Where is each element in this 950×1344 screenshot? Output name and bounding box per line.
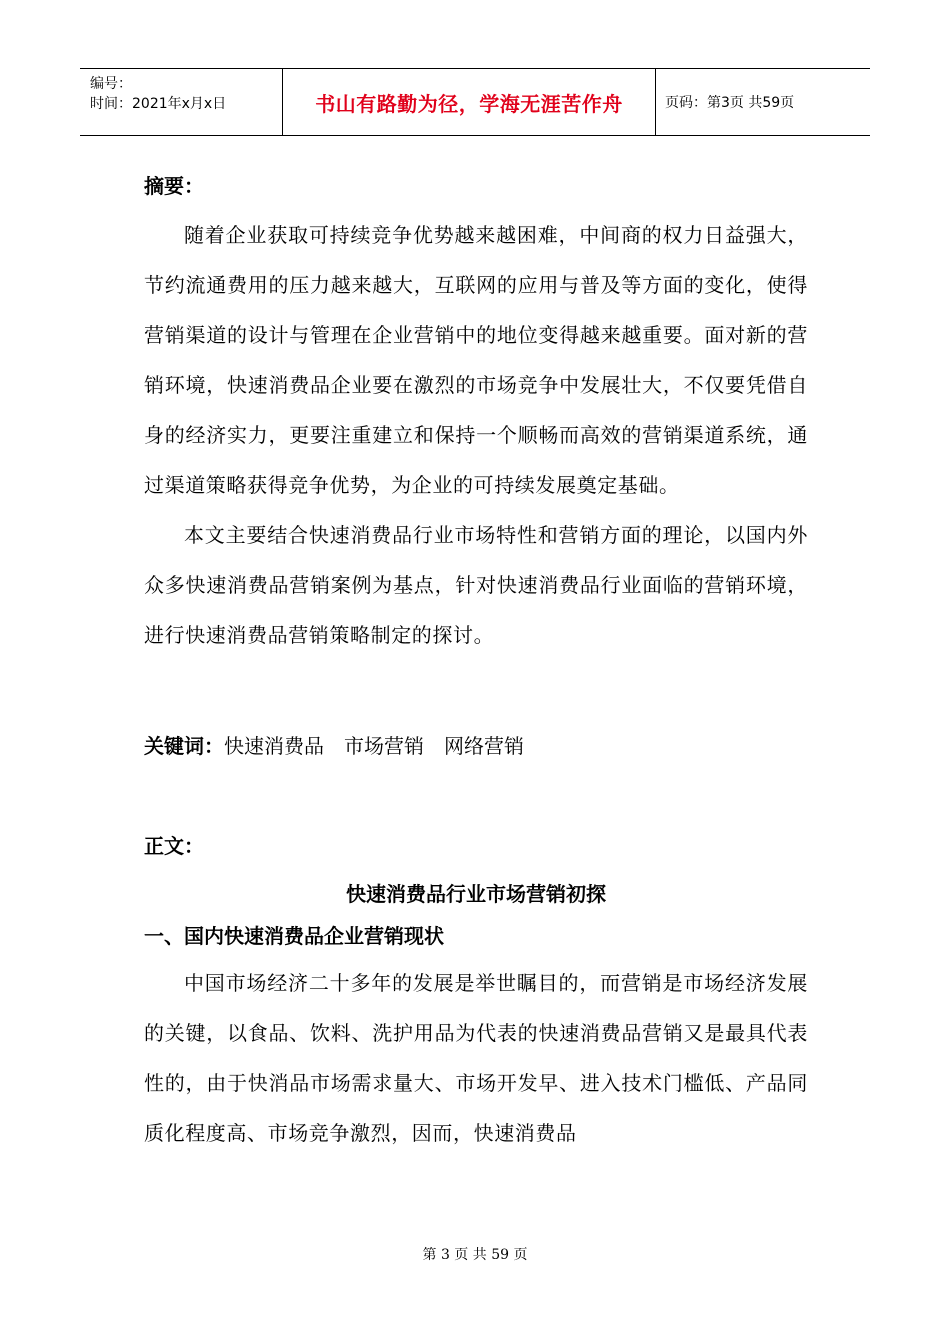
- keywords-label: 关键词：: [144, 734, 224, 758]
- keyword-item: 快速消费品: [224, 734, 324, 758]
- number-label: 编号：: [90, 76, 132, 92]
- keyword-item: 市场营销: [344, 734, 424, 758]
- abstract-paragraph-1: 随着企业获取可持续竞争优势越来越困难，中间商的权力日益强大，节约流通费用的压力越来越大，互联网的应用与普及等方面的变化，使得营销渠道的设计与管理在企业营销中的地位变得越来越重要。面对新的营销环境，快速消费品企业要在激烈的市场竞争中发展壮大，不仅要凭借自身的经济实力，更要注重建立和保持一个顺畅而高效的营销渠道系统，通过渠道策略获得竞争优势，为企业的可持续发展奠定基础。: [144, 223, 808, 497]
- keyword-item: 网络营销: [444, 734, 524, 758]
- header-meta-cell: [80, 69, 282, 135]
- article-title: 快速消费品行业市场营销初探: [346, 882, 606, 906]
- body-label: 正文：: [144, 834, 204, 858]
- section-paragraph: 中国市场经济二十多年的发展是举世瞩目的，而营销是市场经济发展的关键，以食品、饮料、洗护用品为代表的快速消费品营销又是最具代表性的，由于快消品市场需求量大、市场开发早、进入技术门槛低、产品同质化程度高、市场竞争激烈，因而，快速消费品: [144, 971, 808, 1145]
- page-header: [80, 68, 870, 136]
- section-heading: 一、国内快速消费品企业营销现状: [144, 924, 444, 948]
- document-body: [144, 166, 808, 1158]
- time-label: 时间：2021年x月x日: [90, 96, 227, 112]
- keywords-line: [144, 726, 808, 766]
- page-footer: 第 3 页 共 59 页: [422, 1247, 528, 1263]
- header-page-label: 页码：第3页 共59页: [665, 95, 795, 111]
- abstract-paragraph-2: 本文主要结合快速消费品行业市场特性和营销方面的理论，以国内外众多快速消费品营销案例为基点，针对快速消费品行业面临的营销环境，进行快速消费品营销策略制定的探讨。: [144, 523, 808, 647]
- abstract-label: 摘要：: [144, 174, 204, 198]
- header-motto: 书山有路勤为径，学海无涯苦作舟: [282, 69, 656, 135]
